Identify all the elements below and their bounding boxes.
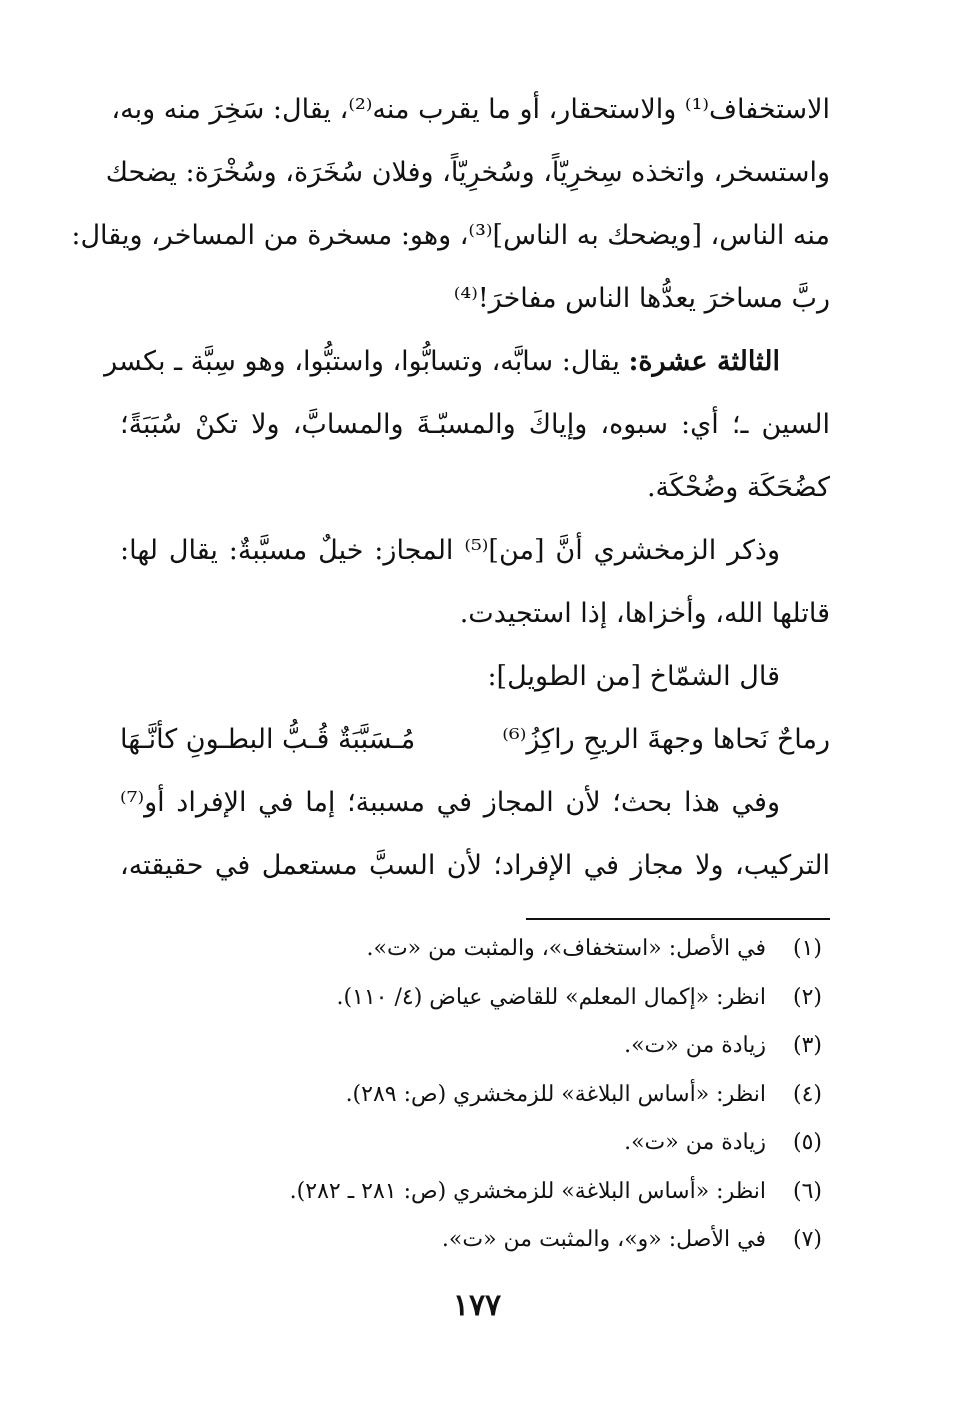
footnote — [120, 1080, 822, 1129]
footnote-text: انظر: «أساس البلاغة» للزمخشري (ص: ٢٨٩). — [345, 1081, 766, 1107]
footnote-number: (٥) — [792, 1130, 822, 1155]
footnote-text: زيادة من «ت». — [624, 1130, 766, 1155]
body-line-1: الاستخفاف⁽¹⁾ والاستحقار، أو ما يقرب منه⁽²⁾، يقال: سَخِرَ منه وبه، — [111, 94, 830, 125]
zamakhshari-line-2: قاتلها الله، وأخزاها، إذا استجيدت. — [459, 598, 830, 629]
footnote — [120, 1225, 822, 1274]
section-line-1-text: يقال: سابَّه، وتسابُّوا، واستبُّوا، وهو سِبَّة ـ بكسر — [104, 346, 620, 377]
footnote-number: (٦) — [792, 1178, 822, 1204]
footnote-text: انظر: «أساس البلاغة» للزمخشري (ص: ٢٨١ ـ ٢٨٢). — [289, 1178, 766, 1204]
footnote — [120, 1031, 822, 1080]
footnote-number: (٢) — [792, 984, 822, 1010]
page-number: ١٧٧ — [452, 1288, 502, 1323]
verse-first-hemistich: مُـسَبَّبَةٌ قُـبُّ البطـونِ كأنَّـهَا — [120, 724, 416, 755]
footnote-number: (٤) — [792, 1081, 822, 1107]
section-line-1 — [104, 344, 830, 407]
footnote-number: (٣) — [792, 1033, 822, 1058]
section-heading: الثالثة عشرة: — [628, 346, 780, 377]
footnote-text: في الأصل: «و»، والمثبت من «ت». — [441, 1227, 766, 1252]
poetry-verse — [120, 722, 830, 785]
verse-second-hemistich: رماحٌ نَحاها وجهةَ الريحِ راكِزُ⁽⁶⁾ — [502, 724, 830, 755]
footnote-text: زيادة من «ت». — [624, 1033, 766, 1058]
footnote-text: في الأصل: «استخفاف»، والمثبت من «ت». — [366, 936, 766, 961]
zamakhshari-line-1: وذكر الزمخشري أنَّ [من]⁽⁵⁾ المجاز: خيلٌ مسبَّبةٌ: يقال لها: — [120, 535, 780, 566]
footnote — [120, 1177, 822, 1226]
footnote-separator — [526, 918, 830, 920]
footnote-number: (١) — [792, 936, 822, 961]
footnote — [120, 934, 822, 983]
footnote-number: (٧) — [792, 1227, 822, 1252]
footnotes — [120, 934, 822, 1274]
body-line-2: واستسخر، واتخذه سِخرِيّاً، وسُخرِيّاً، وفلان سُخَرَة، وسُخْرَة: يضحك — [105, 157, 830, 188]
section-line-3: كضُحَكَة وضُحْكَة. — [646, 472, 830, 503]
main-text — [71, 92, 830, 911]
body-line-3: منه الناس، [ويضحك به الناس]⁽³⁾، وهو: مسخرة من المساخر، ويقال: — [71, 220, 830, 251]
closing-line-2: التركيب، ولا مجاز في الإفراد؛ لأن السبَّ مستعمل في حقيقته، — [120, 850, 830, 881]
closing-line-1: وفي هذا بحث؛ لأن المجاز في مسببة؛ إما في الإفراد أو⁽⁷⁾ — [120, 787, 780, 818]
poet-line: قال الشمّاخ [من الطويل]: — [487, 661, 780, 692]
footnote — [120, 1128, 822, 1177]
footnote-text: انظر: «إكمال المعلم» للقاضي عياض (٤/ ١١٠). — [336, 984, 766, 1010]
body-line-4: ربَّ مساخرَ يعدُّها الناس مفاخرَ!⁽⁴⁾ — [453, 283, 830, 314]
section-line-2: السين ـ؛ أي: سبوه، وإياكَ والمسبّـةَ والمسابَّ، ولا تكنْ سُبَبَةً؛ — [120, 409, 830, 440]
footnote — [120, 983, 822, 1032]
